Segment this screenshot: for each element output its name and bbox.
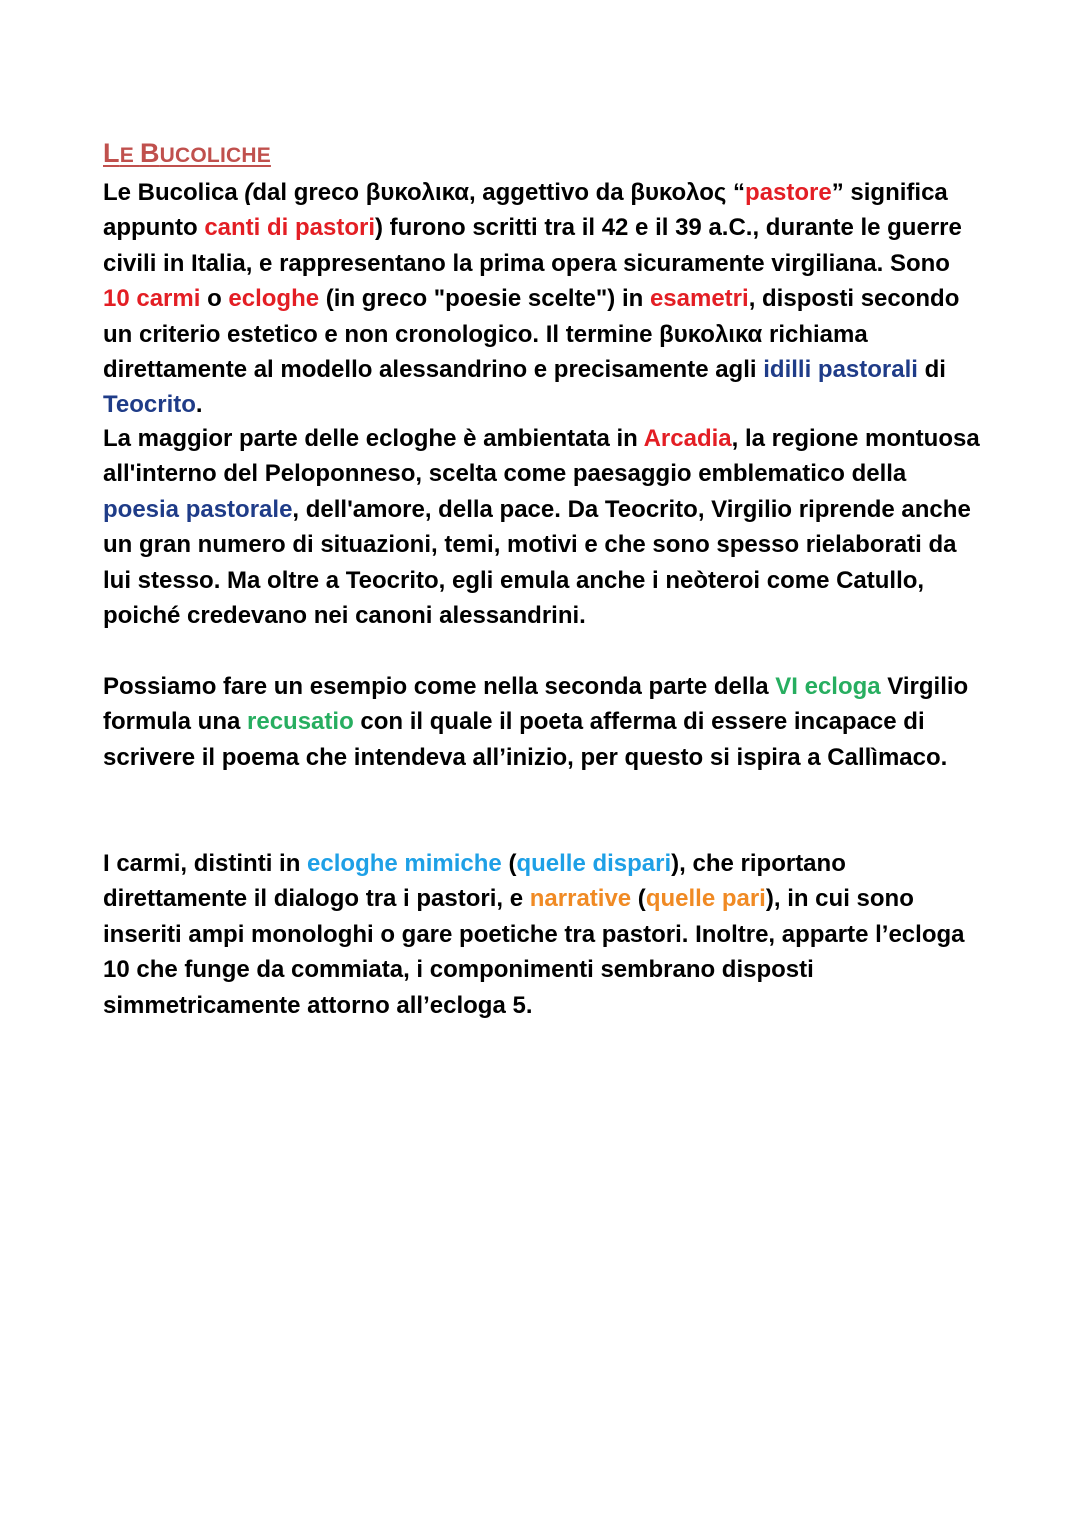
- text-run: (: [631, 885, 646, 913]
- text-run: I carmi, distinti in: [103, 850, 308, 877]
- title-small-e: E: [119, 144, 140, 167]
- highlight-vi-ecloga: VI ecloga: [775, 673, 881, 700]
- text-run: ), che riportano direttamente il dialogo tra i pastori, e: [103, 850, 846, 913]
- highlight-arcadia: Arcadia: [643, 425, 732, 452]
- highlight-recusatio: recusatio: [247, 708, 354, 736]
- highlight-poesia-pastorale: poesia pastorale: [103, 495, 293, 523]
- highlight-esametri: esametri: [649, 285, 749, 313]
- highlight-narrative: narrative: [529, 885, 632, 913]
- text-run: o: [200, 285, 229, 313]
- highlight-pastore: pastore: [745, 179, 832, 206]
- highlight-ecloghe: ecloghe: [228, 285, 320, 313]
- highlight-teocrito: Teocrito: [103, 391, 196, 419]
- highlight-canti-di-pastori: canti di pastori: [204, 214, 376, 242]
- text-run: , dell'amore, della pace. Da Teocrito, Virgilio riprende anche un gran numero di situazioni, temi, motivi e che sono spesso rielaborati da lui stesso. Ma oltre a Teocrito, egli emula anche i neòteroi come Catullo, poiché credevano nei canoni alessandrini.: [103, 495, 971, 630]
- title-small-ucoliche: UCOLICHE: [159, 144, 271, 167]
- text-run: La maggior parte delle ecloghe è ambientata in: [103, 425, 644, 452]
- text-run: (: [244, 179, 253, 206]
- title-letter-l: L: [103, 138, 120, 168]
- paragraph-introduction: [103, 175, 983, 423]
- text-run: di: [917, 356, 946, 384]
- highlight-idilli-pastorali: idilli pastorali: [763, 356, 918, 384]
- title-letter-b: B: [139, 138, 160, 168]
- paragraph-recusatio: [103, 669, 983, 775]
- text-run: ” significa appunto: [103, 179, 948, 242]
- text-run: ), in cui sono inseriti ampi monologhi o gare poetiche tra pastori. Inoltre, apparte l’ecloga 10 che funge da commiata, i componimenti sembrano disposti simmetricamente attorno all’ecloga 5.: [103, 885, 965, 1019]
- text-run: , la regione montuosa all'interno del Peloponneso, scelta come paesaggio emblematico della: [103, 425, 980, 488]
- paragraph-carmi: [103, 846, 983, 1023]
- highlight-ecloghe-mimiche: ecloghe mimiche: [307, 850, 502, 877]
- text-run: ) furono scritti tra il 42 e il 39 a.C., durante le guerre civili in Italia, e rappresentano la prima opera sicuramente virgiliana. Sono: [103, 214, 962, 277]
- text-run: .: [195, 391, 203, 419]
- text-run: con il quale il poeta afferma di essere incapace di scrivere il poema che intendeva all’inizio, per questo si ispira a Callìmaco.: [103, 708, 948, 771]
- highlight-10-carmi: 10 carmi: [103, 285, 201, 313]
- document-title: [103, 138, 271, 169]
- text-run: Le Bucolica: [103, 179, 245, 206]
- text-run: , disposti secondo un criterio estetico e non cronologico. Il termine βυκολικα richiama direttamente al modello alessandrino e precisamente agli: [103, 285, 960, 384]
- text-run: Virgilio formula una: [103, 673, 969, 736]
- text-run: dal greco βυκολικα, aggettivo da βυκολος “: [252, 179, 746, 206]
- text-run: (: [501, 850, 517, 877]
- text-run: (in greco "poesie scelte") in: [319, 285, 650, 313]
- paragraph-arcadia: [103, 421, 983, 633]
- highlight-quelle-dispari: quelle dispari: [516, 850, 672, 877]
- highlight-quelle-pari: quelle pari: [645, 885, 766, 913]
- text-run: Possiamo fare un esempio come nella seconda parte della: [103, 673, 776, 700]
